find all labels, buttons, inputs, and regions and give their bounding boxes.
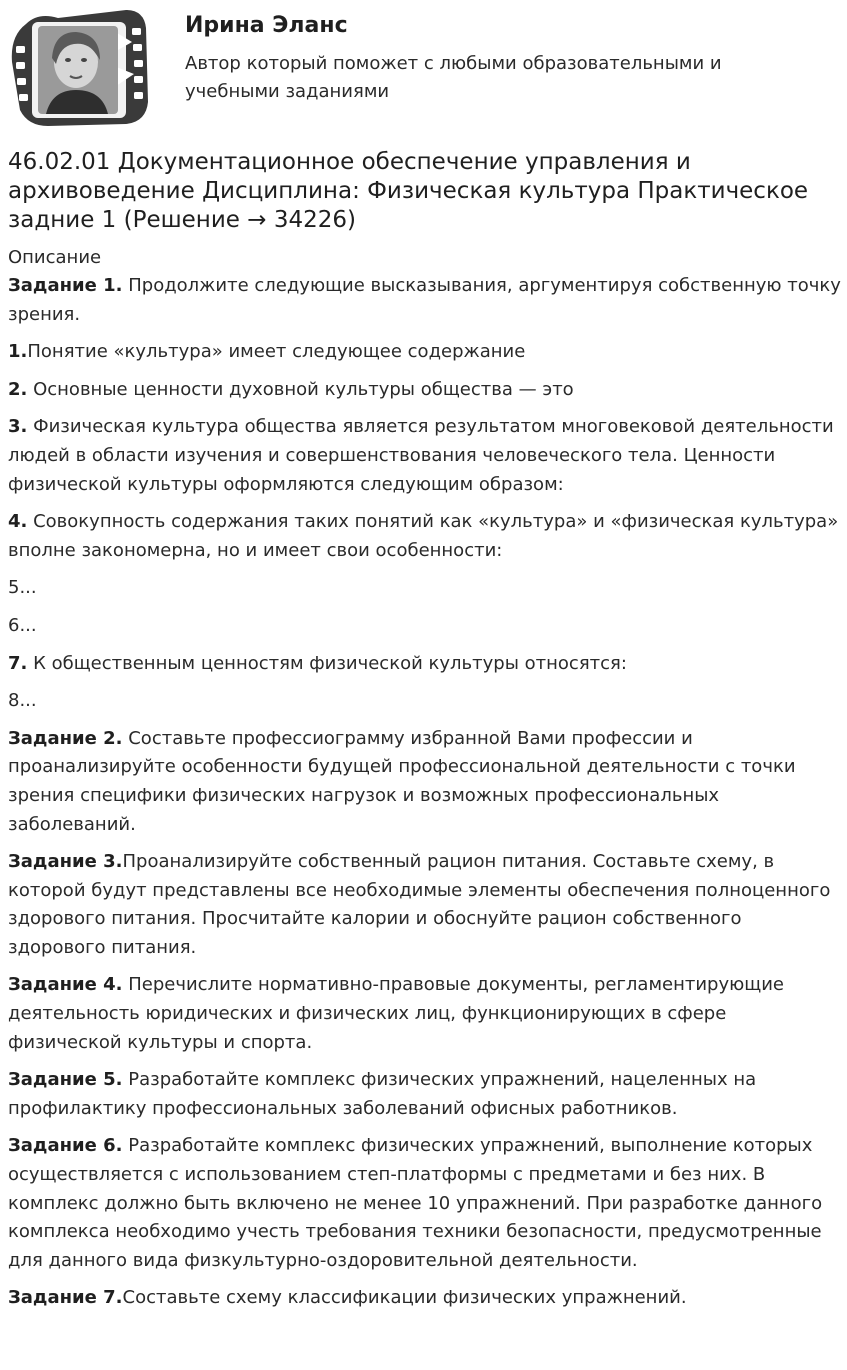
task-label: Задание 4. [8,974,123,996]
task-label: Задание 7. [8,1287,123,1309]
list-item: 5... [8,577,37,599]
task-label: Задание 1. [8,275,123,296]
task-5 [8,1066,842,1123]
task-label: Задание 2. [8,727,123,749]
item-text: К общественным ценностям физической культуры относятся: [27,652,627,674]
author-avatar[interactable] [8,6,150,128]
author-name[interactable]: Ирина Эланс [185,13,348,38]
item-text: Совокупность содержания таких понятий как «культура» и «физическая культура» вполне закономерна, но и имеет свои особенности: [8,511,839,561]
task-1 [8,272,842,329]
task-text: Составьте схему классификации физических упражнений. [122,1287,687,1309]
task-label: Задание 3. [8,851,123,873]
portrait-photo [38,26,118,114]
list-item: 6... [8,614,37,636]
author-description: Автор который поможет с любыми образовательными и учебными заданиями [185,53,722,102]
item-text: Понятие «культура» имеет следующее содержание [27,341,526,363]
page-title: 46.02.01 Документационное обеспечение управления и архивоведение Дисциплина: Физическая культура Практическое задние 1 (Решение → 34226) [8,149,809,233]
task-4 [8,971,842,1057]
task-6 [8,1132,842,1275]
description-label: Описание [8,247,102,268]
task-text: Разработайте комплекс физических упражнений, выполнение которых осуществляется с использованием степ-платформы с предметами и без них. В комплекс должно быть включено не менее 10 упражнений. При разработке данного комплекса необходимо учесть требования техники безопасности, предусмотренные для данного вида физкультурно-оздоровительной деятельности. [8,1135,823,1271]
main-content [8,148,842,1322]
item-number: 4. [8,511,28,533]
list-item [8,650,842,679]
item-text: Основные ценности духовной культуры общества — это [27,378,574,400]
item-number: 7. [8,652,28,674]
task-text: Разработайте комплекс физических упражнений, нацеленных на профилактику профессиональных заболеваний офисных работников. [8,1069,757,1119]
task-7 [8,1284,842,1313]
list-item [8,413,842,499]
item-text: Физическая культура общества является результатом многовековой деятельности людей в области изучения и совершенствования человеческого тела. Ценности физической культуры оформляются следующим образом: [8,416,834,495]
item-number: 1. [8,341,28,363]
list-item [8,508,842,565]
task-text: Составьте профессиограмму избранной Вами профессии и проанализируйте особенности будущей профессиональной деятельности с точки зрения специфики физических нагрузок и возможных профессиональных заболеваний. [8,727,796,835]
item-number: 2. [8,378,28,400]
list-item: 8... [8,690,37,712]
task-label: Задание 5. [8,1069,123,1091]
task-text: Проанализируйте собственный рацион питания. Составьте схему, в которой будут представлены все необходимые элементы обеспечения полноценного здорового питания. Просчитайте калории и обоснуйте рацион собственного здорового питания. [8,851,831,958]
list-item [8,376,842,405]
task-text: Перечислите нормативно-правовые документы, регламентирующие деятельность юридических и физических лиц, функционирующих в сфере физической культуры и спорта. [8,974,785,1053]
task-2 [8,725,842,839]
task-text: Продолжите следующие высказывания, аргументируя собственную точку зрения. [8,275,841,325]
task-3 [8,848,842,962]
task-label: Задание 6. [8,1135,123,1157]
list-item [8,338,842,367]
item-number: 3. [8,416,28,438]
author-header [0,0,847,140]
